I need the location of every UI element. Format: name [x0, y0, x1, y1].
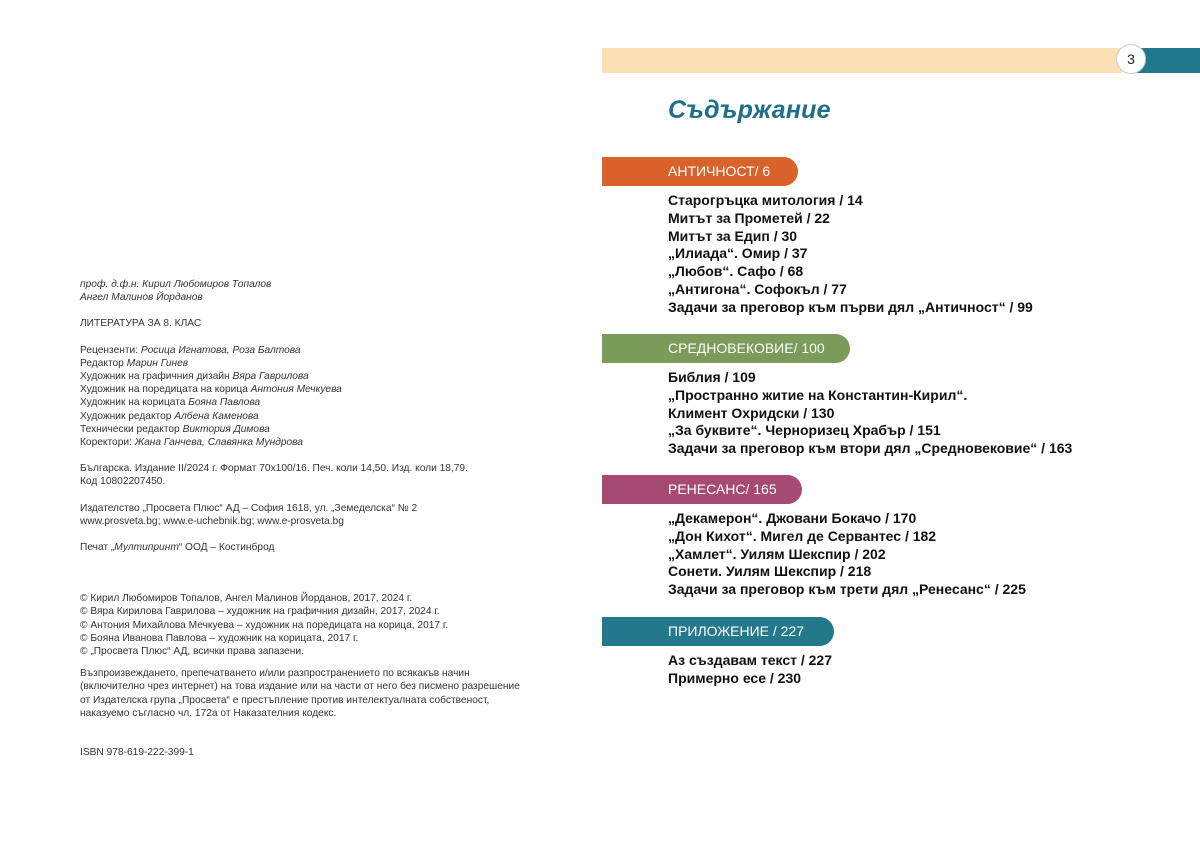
- toc-list-middle-ages: [668, 369, 1072, 458]
- toc-entry[interactable]: Митът за Едип / 30: [668, 227, 798, 244]
- toc-entry[interactable]: Примерно есе / 230: [668, 669, 802, 686]
- copyright-line: © Вяра Кирилова Гаврилова – художник на графичния дизайн, 2017, 2024 г.: [80, 606, 440, 618]
- publisher-address: Издателство „Просвета Плюс“ АД – София 1618, ул. „Земеделска“ № 2: [80, 502, 418, 514]
- toc-entry[interactable]: „Декамерон“. Джовани Бокачо / 170: [668, 510, 917, 526]
- credit-line: Редактор Марин Гинев: [80, 357, 189, 369]
- header-band: [602, 48, 1122, 73]
- toc-entry[interactable]: Задачи за преговор към трети дял „Ренесанс“ / 225: [668, 581, 1026, 598]
- section-header-antiquity[interactable]: АНТИЧНОСТ/ 6: [602, 157, 798, 186]
- toc-entry[interactable]: „Любов“. Сафо / 68: [668, 263, 804, 280]
- credit-line: Коректори: Жана Ганчева, Славянка Мундрова: [80, 437, 303, 449]
- notice-line: Възпроизвеждането, препечатването и/или разпространението по всякакъв начин: [80, 668, 470, 680]
- credits-list: [80, 344, 550, 450]
- section-header-renaissance[interactable]: РЕНЕСАНС/ 165: [602, 475, 802, 504]
- notice-line: от Издателска група „Просвета“ е престъпление против интелектуалната собственост,: [80, 694, 490, 706]
- legal-notice: [80, 667, 550, 720]
- toc-entry[interactable]: Митът за Прометей / 22: [668, 209, 830, 226]
- toc-entry[interactable]: Библия / 109: [668, 369, 756, 385]
- copyright-line: © Кирил Любомиров Топалов, Ангел Малинов Йорданов, 2017, 2024 г.: [80, 593, 413, 605]
- credit-line: Художник на графичния дизайн Вяра Гаврилова: [80, 371, 309, 383]
- toc-entry[interactable]: Аз създавам текст / 227: [668, 652, 832, 668]
- publisher-websites: www.prosveta.bg; www.e-uchebnik.bg; www.e-prosveta.bg: [80, 515, 344, 527]
- credit-line: Художник на поредицата на корица Антония Мечкуева: [80, 384, 342, 396]
- credit-line: Рецензенти: Росица Игнатова, Роза Балтова: [80, 344, 301, 356]
- section-header-middle-ages[interactable]: СРЕДНОВЕКОВИЕ/ 100: [602, 334, 850, 363]
- toc-list-appendix: [668, 652, 832, 688]
- toc-title: Съдържание: [668, 96, 831, 124]
- toc-entry[interactable]: Задачи за преговор към първи дял „Античност“ / 99: [668, 298, 1033, 315]
- page-number: 3: [1116, 44, 1146, 74]
- credit-line: Художник редактор Албена Каменова: [80, 410, 259, 422]
- toc-entry[interactable]: „Хамлет“. Уилям Шекспир / 202: [668, 545, 886, 562]
- toc-entry[interactable]: Старогръцка митология / 14: [668, 192, 863, 208]
- toc-entry[interactable]: „Пространно житие на Константин-Кирил“.: [668, 386, 968, 403]
- toc-entry[interactable]: Климент Охридски / 130: [668, 404, 835, 421]
- imprint-block: [80, 278, 550, 759]
- toc-entry[interactable]: „Илиада“. Омир / 37: [668, 245, 808, 262]
- credit-line: Технически редактор Виктория Димова: [80, 423, 270, 435]
- copyright-line: © Бояна Иванова Павлова – художник на корицата, 2017 г.: [80, 632, 359, 644]
- printer-line: Печат „Мултипринт“ ООД – Костинброд: [80, 542, 275, 554]
- toc-entry[interactable]: „Дон Кихот“. Мигел де Сервантес / 182: [668, 527, 937, 544]
- credit-line: Художник на корицата Бояна Павлова: [80, 397, 261, 409]
- book-title: ЛИТЕРАТУРА ЗА 8. КЛАС: [80, 318, 202, 330]
- toc-entry[interactable]: „За буквите“. Черноризец Храбър / 151: [668, 422, 941, 439]
- edition-code: Код 10802207450.: [80, 476, 166, 488]
- author-1: проф. д.ф.н. Кирил Любомиров Топалов: [80, 279, 272, 290]
- toc-list-antiquity: [668, 192, 1033, 317]
- toc-entry[interactable]: Сонети. Уилям Шекспир / 218: [668, 563, 872, 580]
- author-2: Ангел Малинов Йорданов: [80, 292, 203, 304]
- toc-entry[interactable]: „Антигона“. Софокъл / 77: [668, 280, 847, 297]
- notice-line: (включително чрез интернет) на това издание или на части от него без писмено разрешение: [80, 681, 520, 693]
- section-header-appendix[interactable]: ПРИЛОЖЕНИЕ / 227: [602, 617, 834, 646]
- toc-list-renaissance: [668, 510, 1026, 599]
- edition-line: Българска. Издание II/2024 г. Формат 70х100/16. Печ. коли 14,50. Изд. коли 18,79.: [80, 463, 468, 475]
- copyright-line: © Антония Михайлова Мечкуева – художник на поредицата на корица, 2017 г.: [80, 619, 449, 631]
- toc-entry[interactable]: Задачи за преговор към втори дял „Средновековие“ / 163: [668, 440, 1073, 457]
- copyright-line: © „Просвета Плюс“ АД, всички права запазени.: [80, 646, 304, 658]
- notice-line: наказуемо съгласно чл. 172а от Наказателния кодекс.: [80, 707, 337, 719]
- copyright-block: [80, 592, 550, 658]
- isbn: ISBN 978-619-222-399-1: [80, 747, 194, 759]
